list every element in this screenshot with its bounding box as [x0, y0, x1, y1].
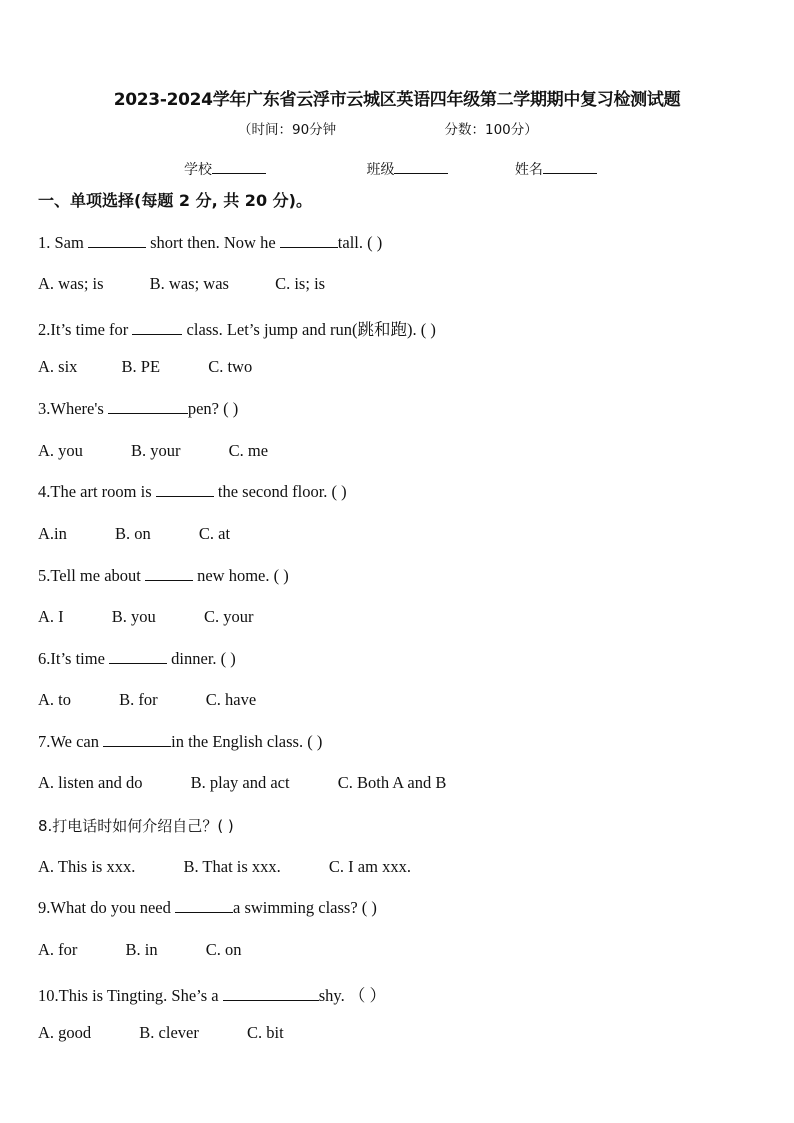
option-a[interactable]: A. I	[38, 607, 64, 626]
options-4	[38, 524, 230, 544]
question-text: class. Let’s jump and run(跳和跑). ( )	[182, 320, 436, 339]
option-a[interactable]: A. for	[38, 940, 78, 959]
question-text: 2.It’s time for	[38, 320, 133, 339]
school-field[interactable]	[184, 159, 266, 179]
school-blank[interactable]	[212, 159, 266, 174]
section-heading: 一、单项选择(每题 2 分, 共 20 分)。	[38, 191, 312, 210]
options-2	[38, 357, 252, 377]
question-text: 10.This is Tingting. She’s a	[38, 986, 223, 1005]
question-7	[38, 732, 322, 752]
options-8	[38, 857, 411, 877]
question-text: 8.打电话时如何介绍自己？( )	[38, 817, 234, 835]
question-text: 3.Where's	[38, 399, 108, 418]
answer-blank[interactable]	[108, 399, 188, 414]
question-text: 6.It’s time	[38, 649, 110, 668]
option-b[interactable]: B. on	[115, 524, 151, 543]
question-1	[38, 233, 382, 253]
question-2	[38, 316, 436, 340]
name-label: 姓名	[514, 162, 543, 178]
question-text: 1. Sam	[38, 233, 88, 252]
option-c[interactable]: C. at	[198, 524, 231, 543]
option-a[interactable]: A. This is xxx.	[38, 857, 136, 876]
answer-blank[interactable]	[175, 898, 233, 913]
option-a[interactable]: A. was; is	[38, 274, 104, 293]
class-field[interactable]	[366, 159, 448, 179]
exam-subtitle	[238, 118, 538, 138]
question-text: shy. （ ）	[318, 986, 386, 1005]
answer-blank[interactable]	[88, 233, 146, 248]
option-a[interactable]: A. to	[38, 690, 71, 709]
answer-blank[interactable]	[109, 649, 167, 664]
name-field[interactable]	[515, 159, 597, 179]
option-c[interactable]: C. two	[208, 357, 253, 376]
options-9	[38, 940, 242, 960]
option-c[interactable]: C. your	[203, 607, 254, 626]
options-7	[38, 773, 446, 793]
options-6	[38, 690, 256, 710]
option-c[interactable]: C. me	[228, 441, 269, 460]
option-c[interactable]: C. bit	[246, 1023, 284, 1042]
option-b[interactable]: B. in	[125, 940, 158, 959]
exam-time: （时间：90分钟	[238, 122, 337, 138]
question-5	[38, 566, 289, 586]
option-b[interactable]: B. That is xxx.	[183, 857, 281, 876]
option-c[interactable]: C. have	[205, 690, 257, 709]
question-text: 5.Tell me about	[38, 566, 145, 585]
answer-blank[interactable]	[223, 986, 319, 1001]
options-3	[38, 441, 268, 461]
option-b[interactable]: B. play and act	[190, 773, 290, 792]
question-9	[38, 898, 377, 918]
exam-title: 2023-2024学年广东省云浮市云城区英语四年级第二学期期中复习检测试题	[113, 90, 681, 110]
question-text: 4.The art room is	[38, 482, 156, 501]
question-text: in the English class. ( )	[171, 732, 323, 751]
question-text: short then. Now he	[145, 233, 280, 252]
answer-blank[interactable]	[280, 233, 338, 248]
option-a[interactable]: A.in	[38, 524, 67, 543]
question-6	[38, 649, 236, 669]
option-c[interactable]: C. is; is	[275, 274, 326, 293]
question-text: dinner. ( )	[167, 649, 236, 668]
answer-blank[interactable]	[145, 566, 193, 581]
option-b[interactable]: B. your	[131, 441, 181, 460]
answer-blank[interactable]	[156, 482, 214, 497]
school-label: 学校	[184, 162, 212, 178]
option-b[interactable]: B. was; was	[149, 274, 229, 293]
question-4	[38, 482, 347, 502]
question-text: a swimming class? ( )	[233, 898, 377, 917]
exam-score: 分数：100分）	[444, 122, 538, 138]
options-10	[38, 1023, 284, 1043]
class-blank[interactable]	[394, 159, 448, 174]
student-info-fields	[184, 159, 597, 179]
option-c[interactable]: C. I am xxx.	[328, 857, 411, 876]
option-c[interactable]: C. Both A and B	[337, 773, 447, 792]
question-text: 9.What do you need	[38, 898, 176, 917]
option-a[interactable]: A. six	[38, 357, 78, 376]
question-8	[38, 815, 234, 836]
option-b[interactable]: B. clever	[139, 1023, 199, 1042]
question-text: pen? ( )	[187, 399, 239, 418]
option-b[interactable]: B. for	[119, 690, 158, 709]
option-a[interactable]: A. listen and do	[38, 773, 143, 792]
option-b[interactable]: B. you	[111, 607, 156, 626]
option-b[interactable]: B. PE	[121, 357, 161, 376]
options-5	[38, 607, 253, 627]
answer-blank[interactable]	[103, 732, 171, 747]
class-label: 班级	[366, 162, 395, 178]
name-blank[interactable]	[543, 159, 597, 174]
option-a[interactable]: A. good	[38, 1023, 92, 1042]
question-3	[38, 399, 238, 419]
answer-blank[interactable]	[132, 320, 182, 335]
option-c[interactable]: C. on	[205, 940, 242, 959]
options-1	[38, 274, 325, 294]
question-text: 7.We can	[38, 732, 104, 751]
question-10	[38, 982, 386, 1006]
option-a[interactable]: A. you	[38, 441, 83, 460]
question-text: new home. ( )	[192, 566, 289, 585]
question-text: tall. ( )	[337, 233, 383, 252]
question-text: the second floor. ( )	[213, 482, 347, 501]
